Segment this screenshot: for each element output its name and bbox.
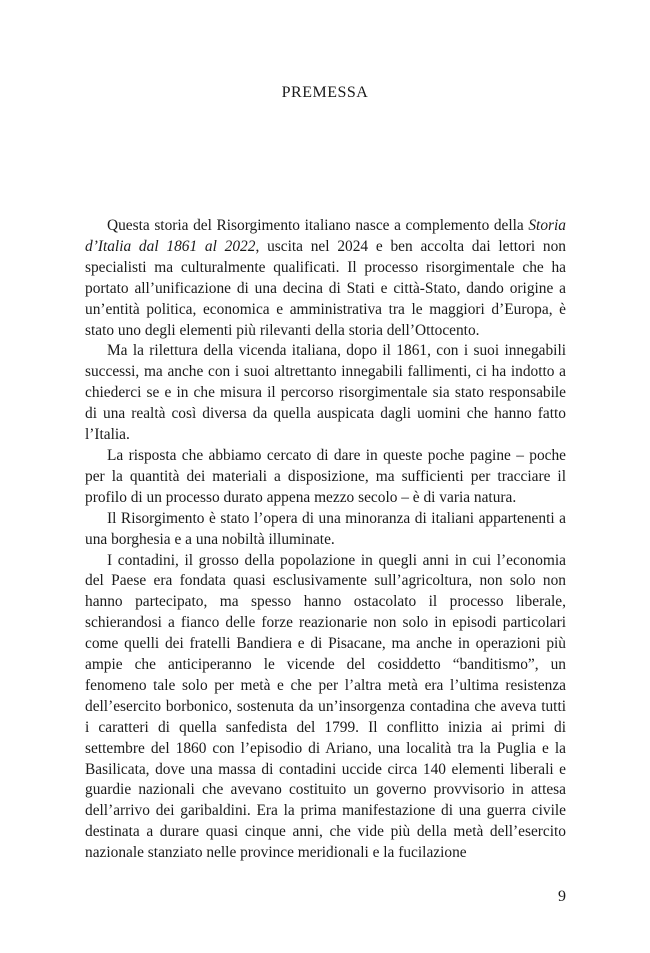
chapter-title: PREMESSA [281, 84, 369, 101]
paragraph-5: I contadini, il grosso della popolazione in quegli anni in cui l’economia del Paese era fondata quasi esclusivamente sull’agricoltura, non solo non hanno partecipato, ma spesso hanno ostacolato il processo liberale, schierandosi a fianco delle forze reazionarie non solo in episodi particolari come quelli dei fratelli Bandiera e di Pisacane, ma anche in operazioni più ampie che anticiperanno le vicende del cosiddetto “banditismo”, un fenomeno tale solo per metà e che per l’altra metà era l’ultima resistenza dell’esercito borbonico, sostenuta da un’insorgenza contadina che aveva tutti i caratteri di quella sanfedista del 1799. Il conflitto inizia ai primi di settembre del 1860 con l’episodio di Ariano, una località tra la Puglia e la Basilicata, dove una massa di contadini uccide circa 140 elementi liberali e guardie nazionali che avevano costituito un governo provvisorio in attesa dell’arrivo dei garibaldini. Era la prima manifestazione di una guerra civile destinata a durare quasi cinque anni, che vide più della metà dell’esercito nazionale stanziato nelle province meridionali e la fucilazione [85, 551, 566, 862]
paragraph-3: La risposta che abbiamo cercato di dare in queste poche pagine – poche per la quantità dei materiali a disposizione, ma sufficienti per tracciare il profilo di un processo durato appena mezzo secolo – è di varia natura. [85, 446, 566, 506]
paragraph-4: Il Risorgimento è stato l’opera di una minoranza di italiani appartenenti a una borghesia e a una nobiltà illuminate. [85, 509, 566, 548]
body-text [85, 216, 566, 864]
paragraph-1-end: , uscita nel 2024 e ben accolta dai lettori non specialisti ma culturalmente qualificati. Il processo risorgimentale che ha portato all’unificazione di una decina di Stati e città-Stato, dando origine a un’entità politica, economica e amministrativa tra le maggiori d’Europa, è stato uno degli elementi più rilevanti della storia dell’Ottocento. [85, 237, 566, 339]
paragraph-1-start: Questa storia del Risorgimento italiano nasce a complemento della [107, 217, 529, 234]
book-title-italic: Storia d’Italia dal 1861 al 2022 [85, 217, 566, 255]
paragraph-1 [85, 216, 566, 341]
paragraph-2: Ma la rilettura della vicenda italiana, dopo il 1861, con i suoi innegabili successi, ma anche con i suoi altrettanto innegabili fallimenti, ci ha indotto a chiederci se e in che misura il percorso risorgimentale sia stato responsabile di una realtà così diversa da quella auspicata dagli uomini che hanno fatto l’Italia. [85, 342, 566, 444]
page-number: 9 [558, 888, 566, 905]
